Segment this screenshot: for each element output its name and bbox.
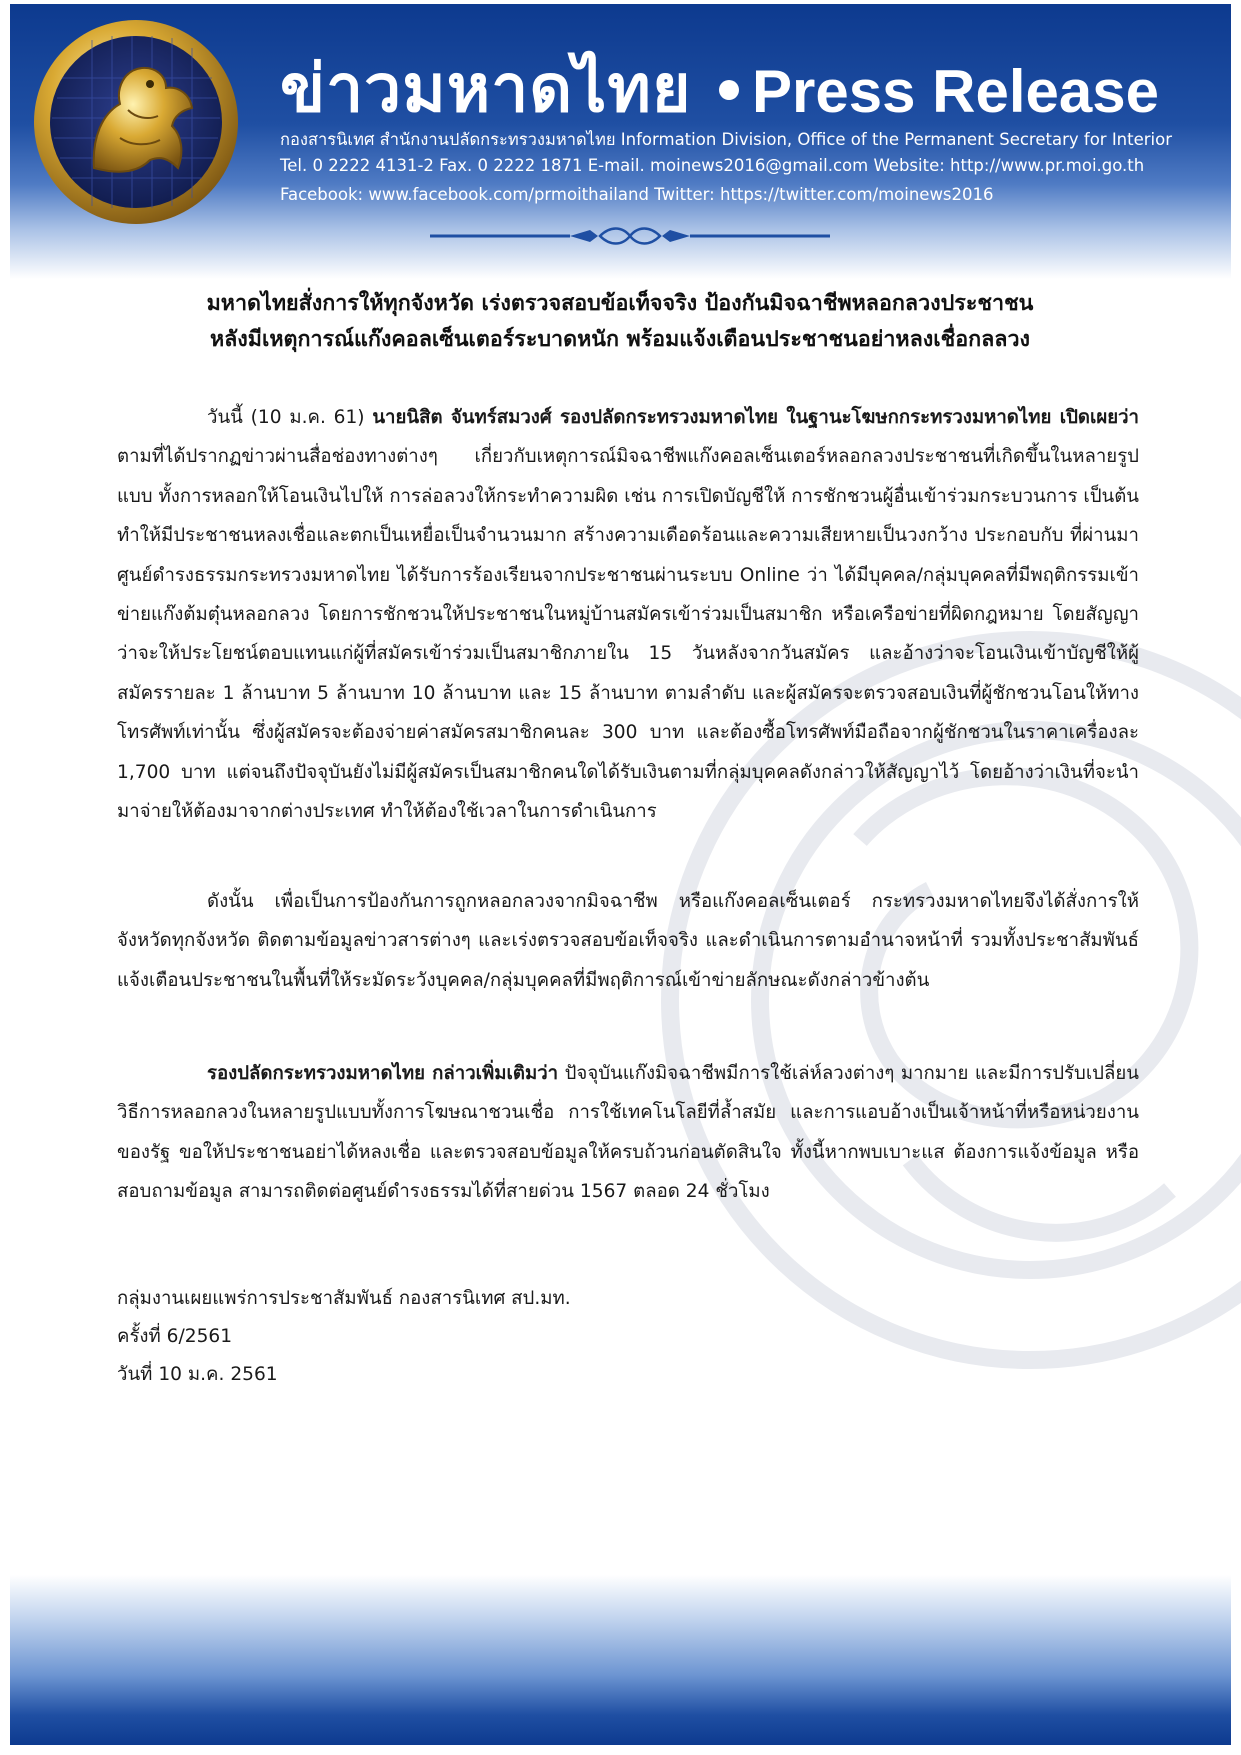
body-paragraph-1 bbox=[117, 398, 1139, 831]
body-paragraph-3 bbox=[117, 1054, 1139, 1212]
paragraph-2-text: ดังนั้น เพื่อเป็นการป้องกันการถูกหลอกลวงจากมิจฉาชีพ หรือแก๊งคอลเซ็นเตอร์ กระทรวงมหาดไทยจึงได้สั่งการให้จังหวัดทุกจังหวัด ติดตามข้อมูลข่าวสารต่างๆ และเร่งตรวจสอบข้อเท็จจริง และดำเนินการตามอำนาจหน้าที่ รวมทั้งประชาสัมพันธ์แจ้งเตือนประชาชนในพื้นที่ให้ระมัดระวังบุคคล/กลุ่มบุคคลที่มีพฤติการณ์เข้าข่ายลักษณะดังกล่าวข้างต้น bbox=[117, 891, 1139, 991]
paragraph-3-text: ปัจจุบันแก๊งมิจฉาชีพมีการใช้เล่ห์ลวงต่างๆ มากมาย และมีการปรับเปลี่ยนวิธีการหลอกลวงในหลายรูปแบบทั้งการโฆษณาชวนเชื่อ การใช้เทคโนโลยีที่ล้ำสมัย และการแอบอ้างเป็นเจ้าหน้าที่หรือหน่วยงานของรัฐ ขอให้ประชาชนอย่าได้หลงเชื่อ และตรวจสอบข้อมูลให้ครบถ้วนก่อนตัดสินใจ ทั้งนี้หากพบเบาะแส ต้องการแจ้งข้อมูล หรือสอบถามข้อมูล สามารถติดต่อศูนย์ดำรงธรรมได้ที่สายด่วน 1567 ตลอด 24 ชั่วโมง bbox=[117, 1063, 1139, 1203]
paragraph-1-speaker: นายนิสิต จันทร์สมวงศ์ รองปลัดกระทรวงมหาดไทย ในฐานะโฆษกกระทรวงมหาดไทย เปิดเผยว่า bbox=[372, 407, 1139, 428]
org-line: กองสารนิเทศ สำนักงานปลัดกระทรวงมหาดไทย Information Division, Office of the Permanent Secretary for Interior bbox=[280, 130, 1173, 149]
title-separator-dot bbox=[719, 80, 739, 100]
headline-line-2: หลังมีเหตุการณ์แก๊งคอลเซ็นเตอร์ระบาดหนัก พร้อมแจ้งเตือนประชาชนอย่าหลงเชื่อกลลวง bbox=[209, 327, 1031, 352]
signature-unit: กลุ่มงานเผยแพร่การประชาสัมพันธ์ กองสารนิเทศ สป.มท. bbox=[117, 1288, 571, 1309]
paragraph-1-date: วันนี้ (10 ม.ค. 61) bbox=[207, 407, 373, 428]
paragraph-3-speaker: รองปลัดกระทรวงมหาดไทย กล่าวเพิ่มเติมว่า bbox=[207, 1063, 559, 1084]
divider-ornament bbox=[430, 224, 830, 248]
press-title-thai: ข่าวมหาดไทย bbox=[280, 50, 692, 127]
social-line: Facebook: www.facebook.com/prmoithailand Twitter: https://twitter.com/moinews2016 bbox=[280, 185, 994, 204]
headline-line-1: มหาดไทยสั่งการให้ทุกจังหวัด เร่งตรวจสอบข้อเท็จจริง ป้องกันมิจฉาชีพหลอกลวงประชาชน bbox=[206, 291, 1034, 316]
paragraph-1-text: ตามที่ได้ปรากฏข่าวผ่านสื่อช่องทางต่างๆ เกี่ยวกับเหตุการณ์มิจฉาชีพแก๊งคอลเซ็นเตอร์หลอกลวงประชาชนที่เกิดขึ้นในหลายรูปแบบ ทั้งการหลอกให้โอนเงินไปให้ การล่อลวงให้กระทำความผิด เช่น การเปิดบัญชีให้ การชักชวนผู้อื่นเข้าร่วมกระบวนการ เป็นต้น ทำให้มีประชาชนหลงเชื่อและตกเป็นเหยื่อเป็นจำนวนมาก สร้างความเดือดร้อนและความเสียหายเป็นวงกว้าง ประกอบกับ ที่ผ่านมาศูนย์ดำรงธรรมกระทรวงมหาดไทย ได้รับการร้องเรียนจากประชาชนผ่านระบบ Online ว่า ได้มีบุคคล/กลุ่มบุคคลที่มีพฤติกรรมเข้าข่ายแก๊งต้มตุ๋นหลอกลวง โดยการชักชวนให้ประชาชนในหมู่บ้านสมัครเข้าร่วมเป็นสมาชิก หรือเครือข่ายที่ผิดกฎหมาย โดยสัญญาว่าจะให้ประโยชน์ตอบแทนแก่ผู้ที่สมัครเข้าร่วมเป็นสมาชิกภายใน 15 วันหลังจากวันสมัคร และอ้างว่าจะโอนเงินเข้าบัญชีให้ผู้สมัครรายละ 1 ล้านบาท 5 ล้านบาท 10 ล้านบาท และ 15 ล้านบาท ตามลำดับ และผู้สมัครจะตรวจสอบเงินที่ผู้ชักชวนโอนให้ทางโทรศัพท์เท่านั้น ซึ่งผู้สมัครจะต้องจ่ายค่าสมัครสมาชิกคนละ 300 บาท และต้องซื้อโทรศัพท์มือถือจากผู้ชักชวนในราคาเครื่องละ 1,700 บาท แต่จนถึงปัจจุบันยังไม่มีผู้สมัครเป็นสมาชิกคนใดได้รับเงินตามที่กลุ่มบุคคลดังกล่าวให้สัญญาไว้ โดยอ้างว่าเงินที่จะนำมาจ่ายให้ต้องมาจากต่างประเทศ ทำให้ต้องใช้เวลาในการดำเนินการ bbox=[117, 446, 1140, 823]
footer-banner bbox=[10, 1575, 1231, 1745]
signature-date: วันที่ 10 ม.ค. 2561 bbox=[117, 1364, 278, 1385]
signature-issue: ครั้งที่ 6/2561 bbox=[117, 1326, 233, 1347]
press-title-english: Press Release bbox=[752, 58, 1159, 125]
contact-line: Tel. 0 2222 4131-2 Fax. 0 2222 1871 E-mail. moinews2016@gmail.com Website: http://www.pr.moi.go.th bbox=[280, 156, 1145, 175]
ministry-seal-logo bbox=[32, 18, 240, 226]
body-paragraph-2 bbox=[117, 882, 1139, 1000]
